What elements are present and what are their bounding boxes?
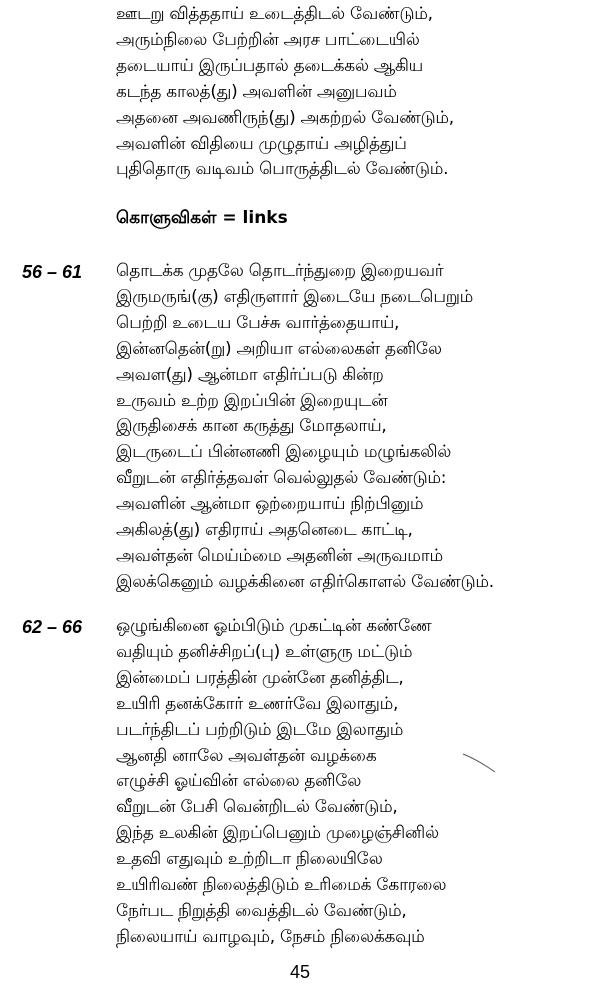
stanza-62-66 [116, 614, 596, 951]
verse-line: படர்ந்திடப் பற்றிடும் இடமே இலாதும் [116, 719, 404, 740]
verse-line: அரும்நிலை பேற்றின் அரச பாட்டையில் [116, 29, 420, 50]
verse-line: ஒழுங்கினை ஓம்பிடும் முகட்டின் கண்ணே [116, 616, 432, 636]
page-number: 45 [289, 962, 311, 982]
verse-line: தொடக்க முதலே தொடர்ந்துறை இறையவர் [116, 261, 444, 281]
verse-line: இன்னதென்(று) அறியா எல்லைகள் தனிலே [116, 338, 442, 359]
verse-line: இந்த உலகின் இறப்பெனும் முழைஞ்சினில் [116, 823, 439, 844]
pen-stroke-mark [462, 752, 496, 774]
verse-line: உருவம் உற்ற இறப்பின் இறையுடன் [116, 390, 388, 411]
verse-line: இருமருங்(கு) எதிருளார் இடையே நடைபெறும் [116, 286, 474, 307]
verse-line: உயிரி தனக்கோர் உணர்வே இலாதும், [116, 693, 399, 714]
verse-line: நேர்பட நிறுத்தி வைத்திடல் வேண்டும், [116, 900, 407, 921]
section-label-62-66: 62 – 66 [22, 617, 83, 637]
verse-line: நிலையாய் வாழவும், நேசம் நிலைக்கவும் [116, 926, 425, 947]
verse-line: அவள்தன் மெய்ம்மை அதனின் அருவமாம் [116, 545, 443, 566]
verse-line: ஊடறு வித்ததாய் உடைத்திடல் வேண்டும், [116, 4, 433, 24]
verse-line: அதனை அவணிருந்(து) அகற்றல் வேண்டும், [116, 107, 454, 128]
verse-line: இருதிசைக் கான கருத்து மோதலாய், [116, 416, 387, 437]
verse-line: ஆனதி னாலே அவள்தன் வழக்கை [116, 745, 377, 766]
verse-line: இலக்கெனும் வழக்கினை எதிர்கொளல் வேண்டும். [116, 571, 494, 592]
verse-line: வீறுடன் எதிர்த்தவள் வெல்லுதல் வேண்டும்: [116, 468, 447, 489]
verse-line: பெற்றி உடைய பேச்சு வார்த்தையாய், [116, 312, 400, 333]
section-heading: கொளுவிகள் = links [116, 208, 288, 228]
verse-line: உயிரிவண் நிலைத்திடும் உரிமைக் கோரலை [116, 875, 447, 896]
stanza-1 [116, 2, 596, 183]
verse-line: வீறுடன் பேசி வென்றிடல் வேண்டும், [116, 797, 398, 818]
verse-line: புதிதொரு வடிவம் பொருத்திடல் வேண்டும். [116, 159, 449, 180]
verse-line: வதியும் தனிச்சிறப்(பு) உள்ளுரு மட்டும் [116, 641, 413, 662]
verse-line: எழுச்சி ஓய்வின் எல்லை தனிலே [116, 771, 362, 792]
verse-line: இன்மைப் பரத்தின் முன்னே தனித்திட, [116, 667, 404, 688]
verse-line: உதவி எதுவும் உற்றிடா நிலையிலே [116, 849, 383, 870]
section-label-56-61: 56 – 61 [22, 262, 83, 282]
verse-line: அகிலத்(து) எதிராய் அதனெடை காட்டி, [116, 520, 413, 541]
verse-line: அவளின் விதியை முழுதாய் அழித்துப் [116, 133, 407, 154]
verse-line: இடருடைப் பின்னணி இழையும் மழுங்கலில் [116, 442, 452, 463]
verse-line: தடையாய் இருப்பதால் தடைக்கல் ஆகிய [116, 55, 423, 76]
stanza-56-61 [116, 259, 596, 596]
verse-line: அவள(து) ஆன்மா எதிர்ப்படு கின்ற [116, 364, 384, 385]
verse-line: கடந்த காலத்(து) அவளின் அனுபவம் [116, 81, 397, 102]
verse-line: அவளின் ஆன்மா ஒற்றையாய் நிற்பினும் [116, 494, 424, 515]
